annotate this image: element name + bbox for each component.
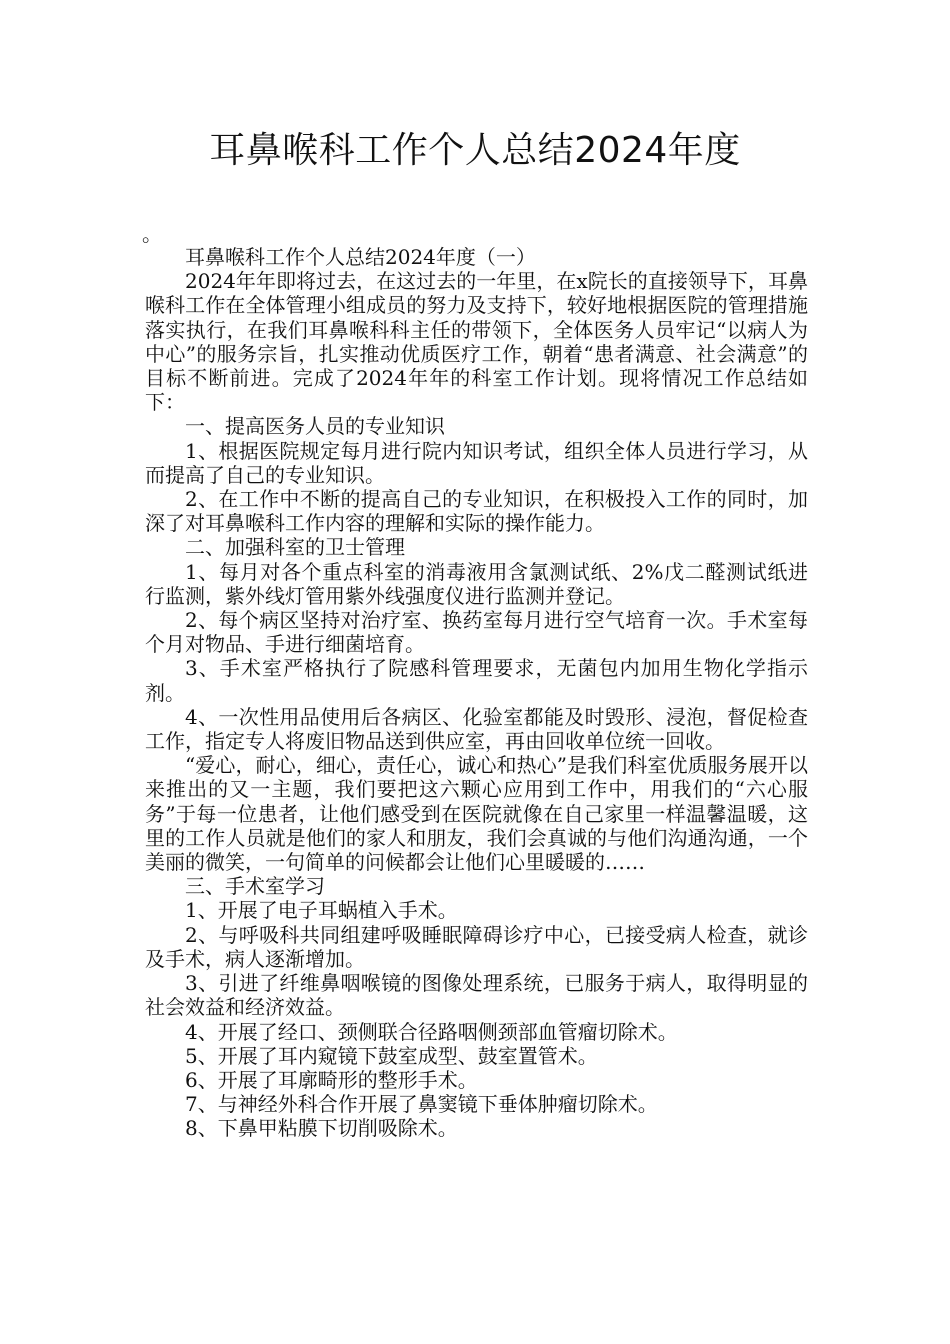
- subtitle-paragraph: 耳鼻喉科工作个人总结2024年度（一）: [185, 245, 536, 269]
- section-heading: 二、加强科室的卫士管理: [185, 535, 405, 560]
- body-paragraph: 1、开展了电子耳蜗植入手术。: [185, 898, 458, 923]
- page-title: 耳鼻喉科工作个人总结2024年度: [209, 130, 741, 171]
- body-paragraph: 4、一次性用品使用后各病区、化验室都能及时毁形、浸泡，督促检查工作，指定专人将废旧物品送到供应室，再由回收单位统一回收。: [145, 704, 808, 754]
- body-paragraph: 2、在工作中不断的提高自己的专业知识，在积极投入工作的同时，加深了对耳鼻喉科工作内容的理解和实际的操作能力。: [145, 487, 808, 536]
- body-paragraph: 1、根据医院规定每月进行院内知识考试，组织全体人员进行学习，从而提高了自己的专业知识。: [145, 438, 808, 487]
- body-paragraph: 4、开展了经口、颈侧联合径路咽侧颈部血管瘤切除术。: [185, 1019, 678, 1044]
- leading-mark: 。: [142, 222, 162, 246]
- body-paragraph: 3、引进了纤维鼻咽喉镜的图像处理系统，已服务于病人，取得明显的社会效益和经济效益。: [145, 971, 808, 1020]
- body-paragraph: 1、每月对各个重点科室的消毒液用含氯测试纸、2%戊二醛测试纸进行监测，紫外线灯管用紫外线强度仪进行监测并登记。: [145, 559, 808, 608]
- body-paragraph: 5、开展了耳内窥镜下鼓室成型、鼓室置管术。: [185, 1043, 598, 1068]
- body-paragraph: 7、与神经外科合作开展了鼻窦镜下垂体肿瘤切除术。: [185, 1092, 658, 1117]
- document-body: [145, 245, 808, 1141]
- body-paragraph: 3、手术室严格执行了院感科管理要求，无菌包内加用生物化学指示剂。: [145, 656, 808, 705]
- body-paragraph: 8、下鼻甲粘膜下切削吸除术。: [185, 1116, 458, 1141]
- body-paragraph: 2、与呼吸科共同组建呼吸睡眠障碍诊疗中心，已接受病人检查，就诊及手术，病人逐渐增加。: [145, 922, 808, 971]
- section-heading: 三、手术室学习: [185, 874, 325, 899]
- body-paragraph: 2、每个病区坚持对治疗室、换药室每月进行空气培育一次。手术室每个月对物品、手进行细菌培育。: [145, 608, 808, 657]
- body-paragraph: 6、开展了耳廓畸形的整形手术。: [185, 1067, 478, 1092]
- section-heading: 一、提高医务人员的专业知识: [185, 414, 445, 439]
- body-paragraph: “爱心，耐心，细心，责任心，诚心和热心”是我们科室优质服务展开以来推出的又一主题，我们要把这六颗心应用到工作中，用我们的“六心服务”于每一位患者，让他们感受到在医院就像在自己家里一样温馨温暖，这里的工作人员就是他们的家人和朋友，我们会真诚的与他们沟通沟通，一个美丽的微笑，一句简单的问候都会让他们心里暖暖的……: [145, 753, 808, 875]
- intro-paragraph: 2024年年即将过去，在这过去的一年里，在x院长的直接领导下，耳鼻喉科工作在全体管理小组成员的努力及支持下，较好地根据医院的管理措施落实执行，在我们耳鼻喉科科主任的带领下，全体医务人员牢记“以病人为中心”的服务宗旨，扎实推动优质医疗工作，朝着“患者满意、社会满意”的目标不断前进。完成了2024年年的科室工作计划。现将情况工作总结如下：: [145, 269, 808, 415]
